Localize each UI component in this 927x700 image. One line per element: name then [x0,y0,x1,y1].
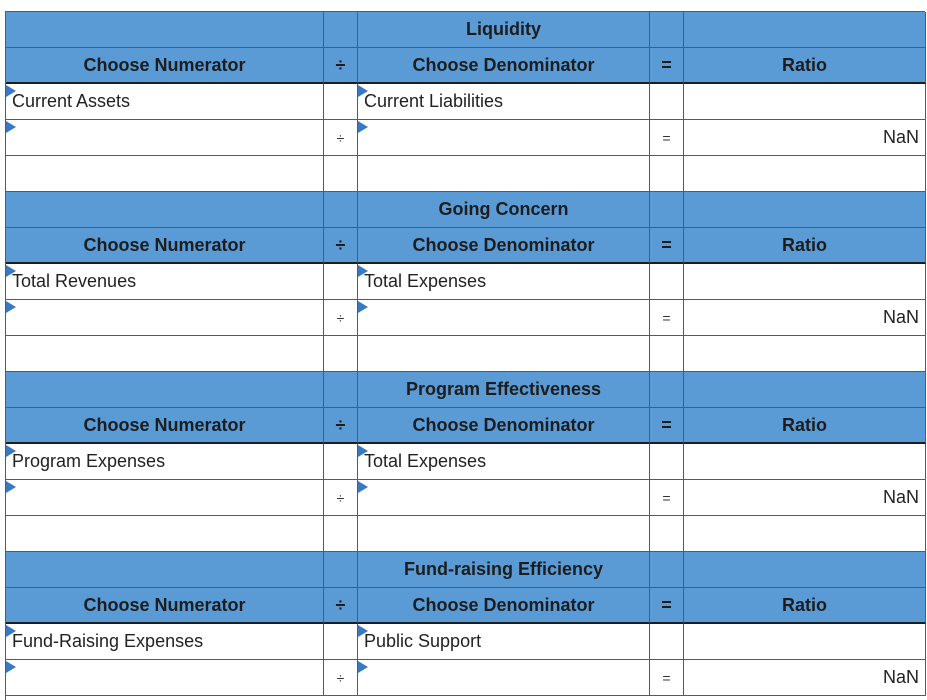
spacer-cell [650,516,684,552]
denominator-amount-select-going-concern[interactable] [358,300,650,336]
numerator-select-liquidity[interactable]: Current Assets [6,84,324,120]
numerator-select-fund-raising-efficiency[interactable]: Fund-Raising Expenses [6,624,324,660]
ratio-header: Ratio [684,408,926,444]
section-title-spacer [684,192,926,228]
empty-cell [324,84,358,120]
numerator-header: Choose Numerator [6,588,324,624]
empty-cell [684,624,926,660]
numerator-amount-select-fund-raising-efficiency[interactable] [6,660,324,696]
equals-symbol: = [650,480,684,516]
numerator-select-program-effectiveness[interactable]: Program Expenses [6,444,324,480]
ratio-header: Ratio [684,228,926,264]
empty-cell [684,444,926,480]
section-title-spacer [6,552,324,588]
divide-symbol-header: ÷ [324,408,358,444]
section-title-spacer [324,192,358,228]
spacer-cell [6,516,324,552]
divide-symbol-header: ÷ [324,588,358,624]
spacer-cell [358,336,650,372]
empty-cell [324,264,358,300]
denominator-header: Choose Denominator [358,588,650,624]
denominator-amount-select-liquidity[interactable] [358,120,650,156]
spacer-cell [324,156,358,192]
equals-symbol: = [650,120,684,156]
empty-cell [650,84,684,120]
denominator-select-fund-raising-efficiency[interactable]: Public Support [358,624,650,660]
equals-symbol-header: = [650,48,684,84]
spacer-cell [684,336,926,372]
section-title-spacer [684,552,926,588]
equals-symbol-header: = [650,228,684,264]
spacer-cell [650,156,684,192]
section-title-spacer [6,12,324,48]
section-title-fund-raising-efficiency: Fund-raising Efficiency [358,552,650,588]
empty-cell [650,444,684,480]
denominator-header: Choose Denominator [358,228,650,264]
section-title-liquidity: Liquidity [358,12,650,48]
denominator-header: Choose Denominator [358,408,650,444]
empty-cell [650,624,684,660]
numerator-amount-select-going-concern[interactable] [6,300,324,336]
spacer-cell [6,336,324,372]
ratio-header: Ratio [684,588,926,624]
ratio-header: Ratio [684,48,926,84]
numerator-amount-select-program-effectiveness[interactable] [6,480,324,516]
spacer-cell [324,336,358,372]
section-title-going-concern: Going Concern [358,192,650,228]
equals-symbol: = [650,300,684,336]
numerator-amount-select-liquidity[interactable] [6,120,324,156]
section-title-program-effectiveness: Program Effectiveness [358,372,650,408]
section-title-spacer [650,192,684,228]
denominator-amount-select-fund-raising-efficiency[interactable] [358,660,650,696]
ratio-result-liquidity: NaN [684,120,926,156]
section-title-spacer [684,12,926,48]
numerator-header: Choose Numerator [6,408,324,444]
spacer-cell [358,156,650,192]
ratio-result-fund-raising-efficiency: NaN [684,660,926,696]
numerator-select-going-concern[interactable]: Total Revenues [6,264,324,300]
spacer-cell [324,516,358,552]
divide-symbol: ÷ [324,120,358,156]
ratio-result-program-effectiveness: NaN [684,480,926,516]
equals-symbol-header: = [650,588,684,624]
denominator-select-going-concern[interactable]: Total Expenses [358,264,650,300]
section-title-spacer [650,12,684,48]
spacer-cell [650,336,684,372]
empty-cell [684,264,926,300]
denominator-select-liquidity[interactable]: Current Liabilities [358,84,650,120]
section-title-spacer [324,12,358,48]
spacer-cell [684,516,926,552]
numerator-header: Choose Numerator [6,228,324,264]
equals-symbol: = [650,660,684,696]
empty-cell [650,264,684,300]
divide-symbol: ÷ [324,660,358,696]
section-title-spacer [650,372,684,408]
divide-symbol-header: ÷ [324,228,358,264]
divide-symbol: ÷ [324,480,358,516]
empty-cell [684,84,926,120]
denominator-amount-select-program-effectiveness[interactable] [358,480,650,516]
section-title-spacer [6,372,324,408]
denominator-select-program-effectiveness[interactable]: Total Expenses [358,444,650,480]
section-title-spacer [684,372,926,408]
divide-symbol-header: ÷ [324,48,358,84]
empty-cell [324,624,358,660]
divide-symbol: ÷ [324,300,358,336]
section-title-spacer [650,552,684,588]
equals-symbol-header: = [650,408,684,444]
empty-cell [324,444,358,480]
spacer-cell [684,156,926,192]
ratio-analysis-table [5,11,925,700]
denominator-header: Choose Denominator [358,48,650,84]
section-title-spacer [6,192,324,228]
ratio-result-going-concern: NaN [684,300,926,336]
numerator-header: Choose Numerator [6,48,324,84]
section-title-spacer [324,372,358,408]
spacer-cell [358,516,650,552]
spacer-cell [6,156,324,192]
section-title-spacer [324,552,358,588]
